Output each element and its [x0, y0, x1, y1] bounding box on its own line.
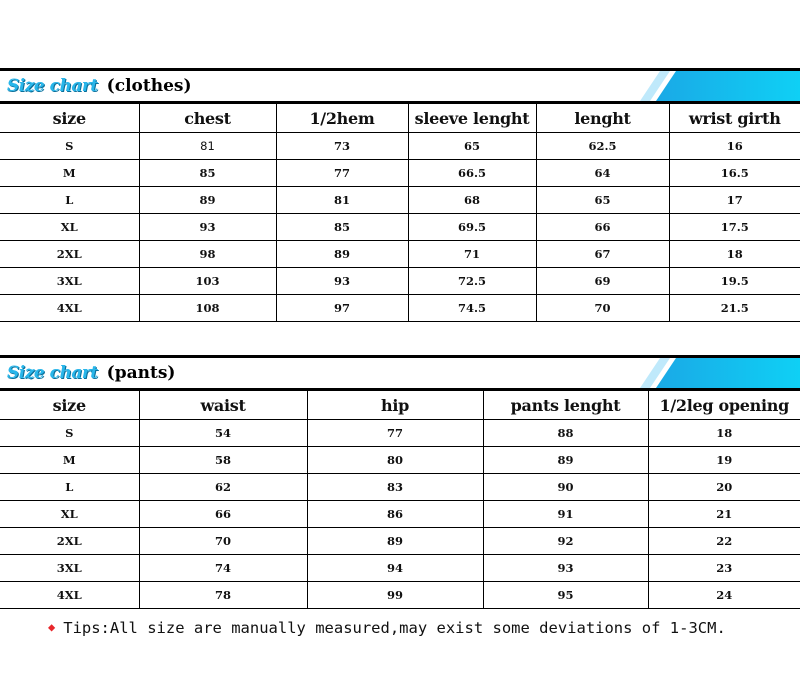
table-cell: 54 [139, 420, 307, 447]
clothes-table [0, 103, 800, 322]
table-cell: 21.5 [669, 295, 800, 322]
table-row [0, 295, 800, 322]
table-cell: 93 [483, 555, 648, 582]
table-cell: 66.5 [408, 160, 536, 187]
column-header-waist: waist [139, 391, 307, 420]
blue-stripe-decoration [640, 71, 800, 101]
table-row [0, 555, 800, 582]
table-cell: 83 [307, 474, 483, 501]
column-header-length: lenght [536, 104, 669, 133]
table-cell: 85 [276, 214, 408, 241]
table-cell: 90 [483, 474, 648, 501]
pants-header-row [0, 391, 800, 420]
table-cell: 93 [139, 214, 276, 241]
column-header-size: size [0, 391, 139, 420]
table-cell: S [0, 420, 139, 447]
bullet-diamond-icon: ◆ [48, 620, 56, 634]
table-cell: 95 [483, 582, 648, 609]
pants-chart-header [0, 355, 800, 390]
table-cell: L [0, 474, 139, 501]
pants-size-chart [0, 355, 800, 609]
table-cell: 65 [408, 133, 536, 160]
blue-stripe-decoration [640, 358, 800, 388]
table-cell: 103 [139, 268, 276, 295]
table-cell: 17 [669, 187, 800, 214]
table-cell: L [0, 187, 139, 214]
table-cell: 4XL [0, 295, 139, 322]
clothes-header-row [0, 104, 800, 133]
table-cell: 93 [276, 268, 408, 295]
clothes-chart-header [0, 68, 800, 103]
pants-subtitle: (pants) [106, 363, 176, 383]
table-cell: 18 [648, 420, 800, 447]
table-cell: 97 [276, 295, 408, 322]
column-header-half-leg-opening: 1/2leg opening [648, 391, 800, 420]
table-cell: 64 [536, 160, 669, 187]
table-cell: 74.5 [408, 295, 536, 322]
table-cell: 94 [307, 555, 483, 582]
table-cell: 74 [139, 555, 307, 582]
table-row [0, 214, 800, 241]
table-cell: 77 [307, 420, 483, 447]
table-cell: 89 [307, 528, 483, 555]
clothes-size-chart [0, 68, 800, 322]
table-cell: 70 [139, 528, 307, 555]
table-cell: 91 [483, 501, 648, 528]
table-cell: 86 [307, 501, 483, 528]
table-row [0, 268, 800, 295]
table-cell: 69 [536, 268, 669, 295]
table-cell: 23 [648, 555, 800, 582]
table-cell: 70 [536, 295, 669, 322]
table-cell: 3XL [0, 268, 139, 295]
table-cell: M [0, 160, 139, 187]
table-cell: 71 [408, 241, 536, 268]
table-cell: 66 [139, 501, 307, 528]
column-header-sleeve-length: sleeve lenght [408, 104, 536, 133]
table-cell: 98 [139, 241, 276, 268]
table-row [0, 160, 800, 187]
table-cell: 89 [276, 241, 408, 268]
column-header-hip: hip [307, 391, 483, 420]
table-row [0, 447, 800, 474]
pants-table [0, 390, 800, 609]
table-cell: 89 [483, 447, 648, 474]
table-cell: 21 [648, 501, 800, 528]
table-cell: 17.5 [669, 214, 800, 241]
table-row [0, 241, 800, 268]
table-row [0, 501, 800, 528]
table-cell: 78 [139, 582, 307, 609]
table-cell: 67 [536, 241, 669, 268]
size-chart-logo: Size chart [7, 76, 98, 96]
table-cell: 89 [139, 187, 276, 214]
table-cell: 88 [483, 420, 648, 447]
table-cell: 2XL [0, 241, 139, 268]
table-cell: 81 [139, 133, 276, 160]
tips-text: Tips:All size are manually measured,may exist some deviations of 1-3CM. [63, 619, 726, 637]
table-cell: 18 [669, 241, 800, 268]
table-cell: 77 [276, 160, 408, 187]
column-header-wrist-girth: wrist girth [669, 104, 800, 133]
table-cell: 72.5 [408, 268, 536, 295]
table-row [0, 420, 800, 447]
table-cell: XL [0, 501, 139, 528]
table-cell: S [0, 133, 139, 160]
table-cell: 68 [408, 187, 536, 214]
column-header-chest: chest [139, 104, 276, 133]
table-cell: 24 [648, 582, 800, 609]
column-header-size: size [0, 104, 139, 133]
table-cell: 62 [139, 474, 307, 501]
table-cell: M [0, 447, 139, 474]
table-cell: 2XL [0, 528, 139, 555]
table-row [0, 582, 800, 609]
table-cell: 108 [139, 295, 276, 322]
table-cell: 65 [536, 187, 669, 214]
table-cell: 19 [648, 447, 800, 474]
table-cell: 92 [483, 528, 648, 555]
table-cell: 81 [276, 187, 408, 214]
size-chart-logo: Size chart [7, 363, 98, 383]
table-cell: 16.5 [669, 160, 800, 187]
table-cell: 16 [669, 133, 800, 160]
column-header-half-hem: 1/2hem [276, 104, 408, 133]
table-cell: 20 [648, 474, 800, 501]
table-cell: 4XL [0, 582, 139, 609]
table-row [0, 187, 800, 214]
table-cell: 19.5 [669, 268, 800, 295]
table-cell: 66 [536, 214, 669, 241]
table-cell: 3XL [0, 555, 139, 582]
table-cell: 85 [139, 160, 276, 187]
table-cell: 62.5 [536, 133, 669, 160]
table-row [0, 528, 800, 555]
table-cell: 99 [307, 582, 483, 609]
table-cell: XL [0, 214, 139, 241]
table-cell: 73 [276, 133, 408, 160]
table-cell: 69.5 [408, 214, 536, 241]
table-cell: 80 [307, 447, 483, 474]
clothes-subtitle: (clothes) [106, 76, 192, 96]
table-row [0, 133, 800, 160]
column-header-pants-length: pants lenght [483, 391, 648, 420]
table-cell: 22 [648, 528, 800, 555]
tips-note [48, 619, 726, 637]
table-row [0, 474, 800, 501]
table-cell: 58 [139, 447, 307, 474]
